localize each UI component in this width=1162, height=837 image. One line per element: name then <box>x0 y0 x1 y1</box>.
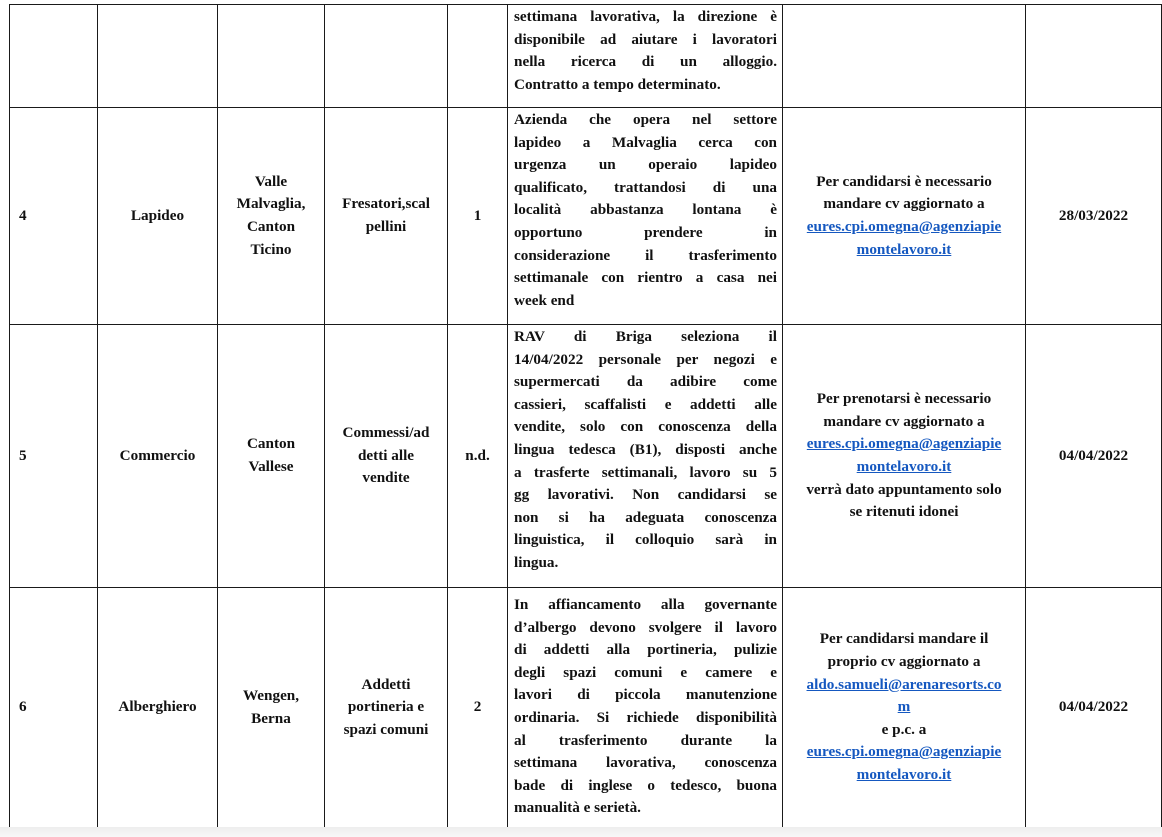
description-line: cassieri, scaffalisti e addetti alle <box>514 395 777 413</box>
description-line: degli spazi comuni e camere e <box>514 663 777 681</box>
email-link[interactable]: eures.cpi.omegna@agenziapie <box>806 435 1002 453</box>
description-line: qualificato, trattandosi di una <box>514 178 777 196</box>
description-cell <box>508 5 783 108</box>
table-row <box>10 108 1162 325</box>
email-link[interactable]: montelavoro.it <box>856 458 952 475</box>
positions-cell: 2 <box>448 588 508 828</box>
role-line: Commessi/ad <box>342 424 430 442</box>
description-line: a trasferte settimanali, lavoro su 5 <box>514 463 777 481</box>
date-cell: 04/04/2022 <box>1026 588 1162 828</box>
sector-cell: Commercio <box>98 325 218 588</box>
role-line: Addetti <box>361 675 411 693</box>
page-bottom-edge <box>0 827 1162 837</box>
description-line: lavori di piccola manutenzione <box>514 686 777 704</box>
email-link[interactable]: montelavoro.it <box>856 765 952 783</box>
row-number: 5 <box>10 325 98 588</box>
description-line: opportuno prendere in <box>514 223 777 241</box>
contact-cell <box>783 588 1026 828</box>
location-line: Ticino <box>250 240 292 258</box>
contact-line: se ritenuti idonei <box>849 503 959 521</box>
role-cell <box>325 108 448 325</box>
description-line: lapideo a Malvaglia cerca con <box>514 133 777 151</box>
table-row <box>10 5 1162 108</box>
description-line: supermercati da adibire come <box>514 373 777 391</box>
location-line: Canton <box>246 435 296 453</box>
contact-line: Per candidarsi è necessario <box>816 172 992 190</box>
contact-line <box>789 741 1019 764</box>
description-line: vendite, solo con conoscenza della <box>514 418 777 436</box>
description-line: d’albergo devono svolgere il lavoro <box>514 618 777 636</box>
contact-cell <box>783 108 1026 325</box>
location-cell <box>218 108 325 325</box>
description-line: gg lavorativi. Non candidarsi se <box>514 486 777 504</box>
description-line: In affiancamento alla governante <box>514 596 777 614</box>
email-link[interactable]: eures.cpi.omegna@agenziapie <box>806 743 1002 761</box>
contact-line: mandare cv aggiornato a <box>823 412 985 430</box>
contact-line <box>789 696 1019 719</box>
location-line: Canton <box>246 218 296 235</box>
table-row <box>10 588 1162 828</box>
description-line: urgenza un operaio lapideo <box>514 156 777 174</box>
positions-cell: n.d. <box>448 325 508 588</box>
date-cell <box>1026 5 1162 108</box>
description-line: settimana lavorativa, la direzione è <box>514 8 777 25</box>
description-cell <box>508 588 783 828</box>
description-line: bade di inglese o tedesco, buona <box>514 776 777 794</box>
job-offers-table <box>9 4 1162 828</box>
description-line: week end <box>514 291 575 309</box>
contact-line <box>789 239 1019 262</box>
date-cell: 28/03/2022 <box>1026 108 1162 325</box>
email-link[interactable]: montelavoro.it <box>856 240 952 258</box>
description-cell <box>508 108 783 325</box>
contact-line: Per candidarsi mandare il <box>819 630 989 648</box>
description-line: lingua. <box>514 553 559 571</box>
description-line: manualità e serietà. <box>514 799 641 817</box>
role-line: portineria e <box>347 698 425 716</box>
contact-line <box>789 764 1019 787</box>
contact-line: verrà dato appuntamento solo <box>806 480 1002 498</box>
email-link[interactable]: m <box>897 698 911 716</box>
sector-cell: Alberghiero <box>98 588 218 828</box>
role-cell <box>325 325 448 588</box>
description-line: RAV di Briga seleziona il <box>514 328 777 345</box>
role-line: detti alle <box>357 446 415 464</box>
description-line: ordinaria. Si richiede disponibilità <box>514 709 777 726</box>
location-cell <box>218 5 325 108</box>
location-line: Wengen, <box>242 686 300 704</box>
description-line: località abbastanza lontana è <box>514 201 777 219</box>
location-line: Malvaglia, <box>236 195 306 213</box>
description-line: non si ha adeguata conoscenza <box>514 508 777 526</box>
contact-line <box>789 674 1019 697</box>
location-cell <box>218 325 325 588</box>
row-number: 4 <box>10 108 98 325</box>
description-line: linguistica, il colloquio sarà in <box>514 531 777 549</box>
description-line: nella ricerca di un alloggio. <box>514 53 777 71</box>
location-line: Valle <box>254 172 288 190</box>
contact-line: mandare cv aggiornato a <box>823 195 985 213</box>
role-line: Fresatori,scal <box>342 195 430 213</box>
row-number: 6 <box>10 588 98 828</box>
description-cell <box>508 325 783 588</box>
role-line: spazi comuni <box>343 720 429 738</box>
description-line: disponibile ad aiutare i lavoratori <box>514 30 777 48</box>
sector-cell: Lapideo <box>98 108 218 325</box>
positions-cell: 1 <box>448 108 508 325</box>
description-line: 14/04/2022 personale per negozi e <box>514 350 777 368</box>
date-cell: 04/04/2022 <box>1026 325 1162 588</box>
description-line: settimanale con rientro a casa nei <box>514 269 777 287</box>
positions-cell <box>448 5 508 108</box>
email-link[interactable]: eures.cpi.omegna@agenziapie <box>806 218 1002 235</box>
location-line: Berna <box>251 709 291 727</box>
contact-line <box>789 216 1019 239</box>
description-line: considerazione il trasferimento <box>514 246 777 264</box>
location-cell <box>218 588 325 828</box>
description-line: al trasferimento durante la <box>514 731 777 749</box>
contact-cell <box>783 5 1026 108</box>
contact-cell <box>783 325 1026 588</box>
description-line: lingua tedesca (B1), disposti anche <box>514 440 777 458</box>
contact-line <box>789 433 1019 456</box>
description-line: Azienda che opera nel settore <box>514 111 777 128</box>
email-link[interactable]: aldo.samueli@arenaresorts.co <box>806 675 1002 693</box>
contact-line: e p.c. a <box>881 720 927 738</box>
role-cell <box>325 588 448 828</box>
description-line: di addetti alla portineria, pulizie <box>514 641 777 659</box>
row-number <box>10 5 98 108</box>
contact-line: Per prenotarsi è necessario <box>816 390 992 408</box>
description-line: settimana lavorativa, conoscenza <box>514 754 777 772</box>
table-row <box>10 325 1162 588</box>
description-line: Contratto a tempo determinato. <box>514 75 721 93</box>
contact-line: proprio cv aggiornato a <box>827 653 981 671</box>
role-line: vendite <box>362 469 410 487</box>
role-cell <box>325 5 448 108</box>
contact-line <box>789 456 1019 479</box>
location-line: Vallese <box>248 458 294 475</box>
role-line: pellini <box>365 218 407 235</box>
sector-cell <box>98 5 218 108</box>
